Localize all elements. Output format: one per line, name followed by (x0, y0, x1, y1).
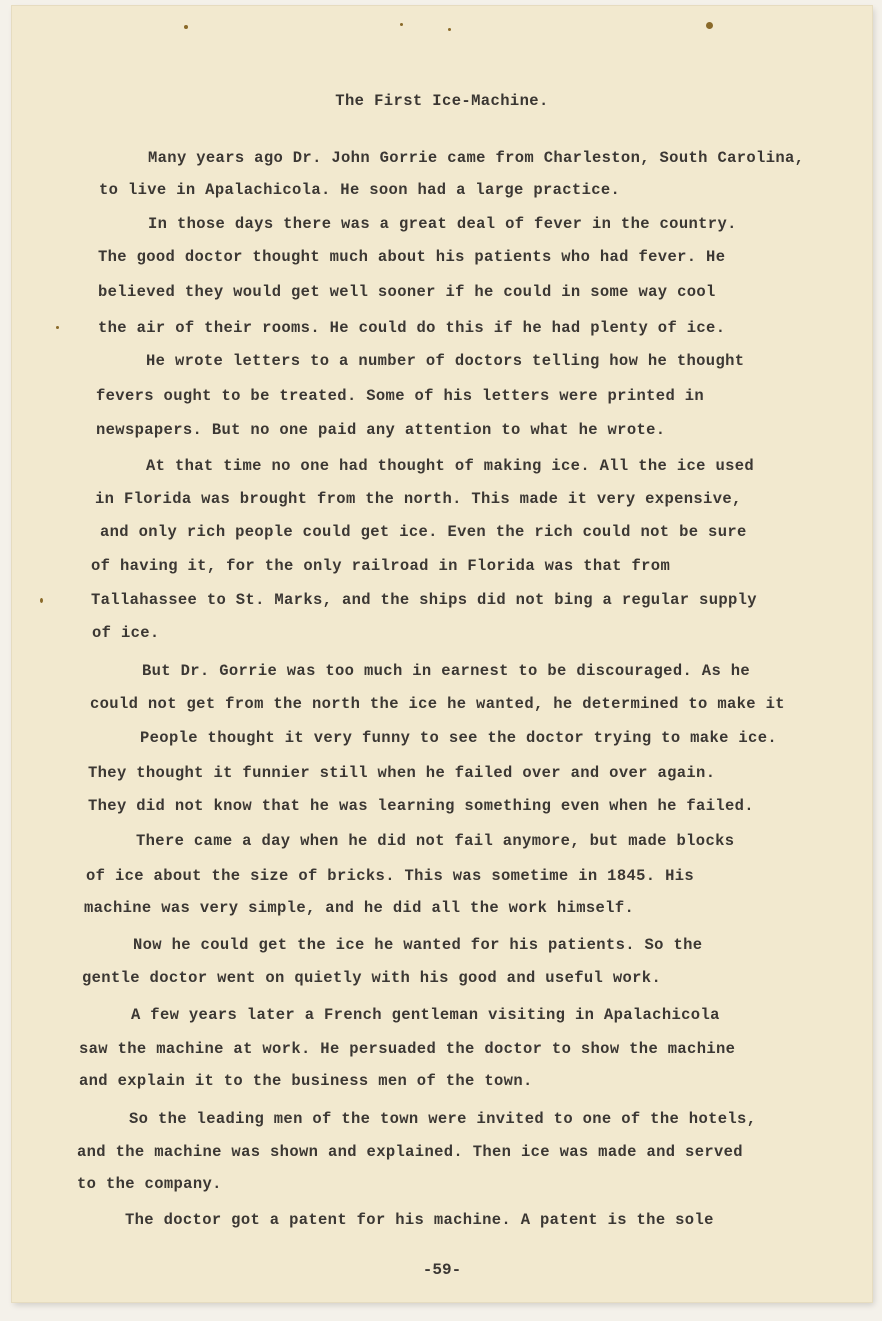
text-line: and explain it to the business men of the town. (79, 1072, 533, 1090)
text-line: and the machine was shown and explained. Then ice was made and served (77, 1143, 743, 1161)
text-line: Tallahassee to St. Marks, and the ships did not bing a regular supply (91, 591, 757, 609)
text-line: of having it, for the only railroad in Florida was that from (91, 557, 671, 575)
text-line: They did not know that he was learning something even when he failed. (88, 797, 754, 815)
paper-speck (40, 598, 43, 603)
text-line: They thought it funnier still when he failed over and over again. (88, 764, 716, 782)
text-line: of ice. (92, 624, 160, 642)
text-line: The doctor got a patent for his machine. A patent is the sole (125, 1211, 714, 1229)
text-line: A few years later a French gentleman visiting in Apalachicola (131, 1006, 720, 1024)
text-line: believed they would get well sooner if he could in some way cool (98, 283, 716, 301)
text-line: machine was very simple, and he did all the work himself. (84, 899, 635, 917)
text-line: and only rich people could get ice. Even the rich could not be sure (100, 523, 747, 541)
paper-speck (400, 23, 403, 26)
text-line: could not get from the north the ice he wanted, he determined to make it (90, 695, 785, 713)
text-line: of ice about the size of bricks. This was sometime in 1845. His (86, 867, 695, 885)
text-line: to live in Apalachicola. He soon had a large practice. (99, 181, 621, 199)
paper-speck (56, 326, 59, 329)
text-line: The good doctor thought much about his patients who had fever. He (98, 248, 726, 266)
text-line: newspapers. But no one paid any attention to what he wrote. (96, 421, 666, 439)
text-line: to the company. (77, 1175, 222, 1193)
text-line: saw the machine at work. He persuaded the doctor to show the machine (79, 1040, 736, 1058)
page-title: The First Ice-Machine. (335, 92, 549, 110)
page-number: -59- (422, 1261, 462, 1279)
text-line: In those days there was a great deal of fever in the country. (148, 215, 737, 233)
text-line: Many years ago Dr. John Gorrie came from Charleston, South Carolina, (148, 149, 805, 167)
paper-speck (448, 28, 451, 31)
text-line: People thought it very funny to see the doctor trying to make ice. (140, 729, 777, 747)
text-line: the air of their rooms. He could do this if he had plenty of ice. (98, 319, 726, 337)
text-line: But Dr. Gorrie was too much in earnest to be discouraged. As he (142, 662, 751, 680)
text-line: Now he could get the ice he wanted for his patients. So the (133, 936, 703, 954)
paper-speck (184, 25, 188, 29)
text-line: fevers ought to be treated. Some of his letters were printed in (96, 387, 705, 405)
text-line: So the leading men of the town were invited to one of the hotels, (129, 1110, 757, 1128)
text-line: There came a day when he did not fail anymore, but made blocks (136, 832, 735, 850)
text-line: in Florida was brought from the north. This made it very expensive, (95, 490, 742, 508)
text-line: At that time no one had thought of making ice. All the ice used (146, 457, 755, 475)
document-page (12, 6, 872, 1302)
text-line: gentle doctor went on quietly with his good and useful work. (82, 969, 662, 987)
paper-speck (706, 22, 713, 29)
text-line: He wrote letters to a number of doctors telling how he thought (146, 352, 745, 370)
